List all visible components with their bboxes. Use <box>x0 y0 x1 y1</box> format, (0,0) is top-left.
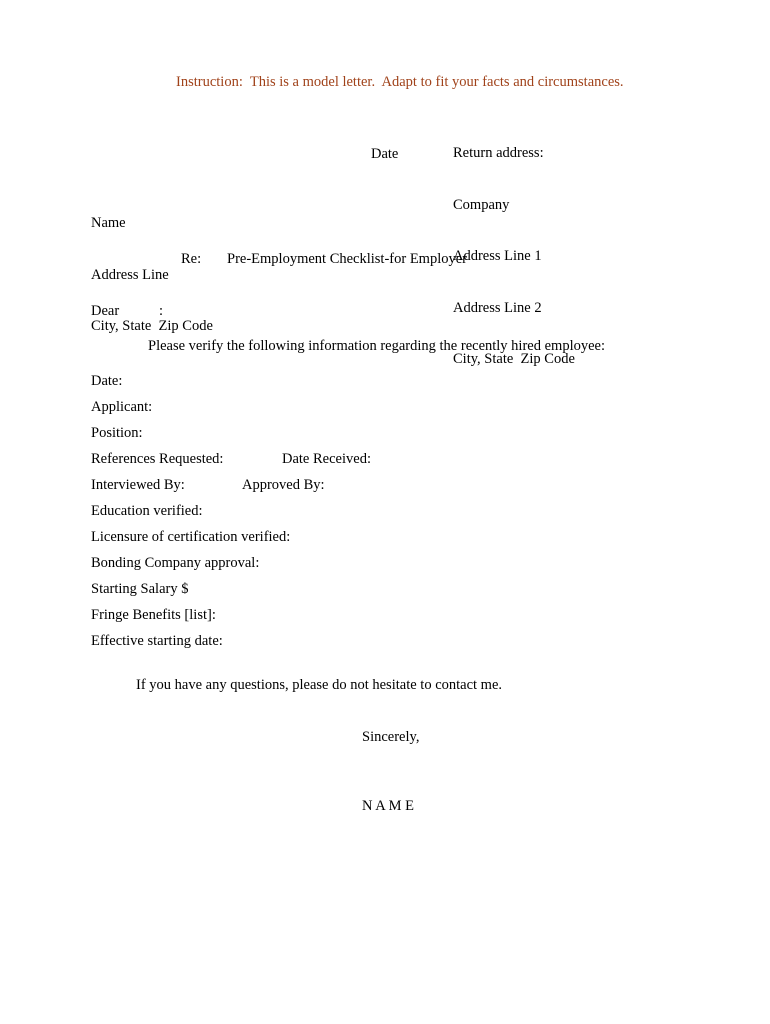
field-applicant: Applicant: <box>91 399 153 415</box>
salutation-colon: : <box>159 303 164 319</box>
recipient-name: Name <box>91 215 126 231</box>
return-address-label: Return address: <box>453 145 544 161</box>
re-subject: Pre-Employment Checklist-for Employer <box>227 251 468 267</box>
field-bonding-approval: Bonding Company approval: <box>91 555 260 571</box>
return-address-city-state-zip: City, State Zip Code <box>453 351 575 367</box>
re-label: Re: <box>181 251 202 267</box>
field-date-received: Date Received: <box>282 451 371 467</box>
instruction-note: Instruction: This is a model letter. Adapt to fit your facts and circumstances. <box>176 74 624 90</box>
letter-date: Date <box>371 146 399 162</box>
field-licensure-verified: Licensure of certification verified: <box>91 529 291 545</box>
return-address-block <box>453 111 575 403</box>
return-address-line2: Address Line 2 <box>453 299 542 316</box>
field-fringe-benefits: Fringe Benefits [list]: <box>91 607 216 623</box>
salutation-dear: Dear <box>91 303 120 319</box>
return-address-company: Company <box>453 196 510 213</box>
field-approved-by: Approved By: <box>242 477 325 493</box>
field-effective-start-date: Effective starting date: <box>91 633 223 649</box>
closing-sincerely: Sincerely, <box>362 729 420 745</box>
field-date: Date: <box>91 373 123 389</box>
field-education-verified: Education verified: <box>91 503 203 519</box>
field-starting-salary: Starting Salary $ <box>91 581 189 597</box>
intro-paragraph: Please verify the following information regarding the recently hired employee: <box>148 338 605 354</box>
recipient-city-state-zip: City, State Zip Code <box>91 318 213 334</box>
closing-paragraph: If you have any questions, please do not hesitate to contact me. <box>136 677 503 693</box>
field-position: Position: <box>91 425 143 441</box>
field-interviewed-by: Interviewed By: <box>91 477 185 493</box>
recipient-address-line: Address Line <box>91 266 169 283</box>
signature-name: N A M E <box>362 798 414 814</box>
field-references-requested: References Requested: <box>91 451 224 467</box>
return-address-line1: Address Line 1 <box>453 248 542 264</box>
